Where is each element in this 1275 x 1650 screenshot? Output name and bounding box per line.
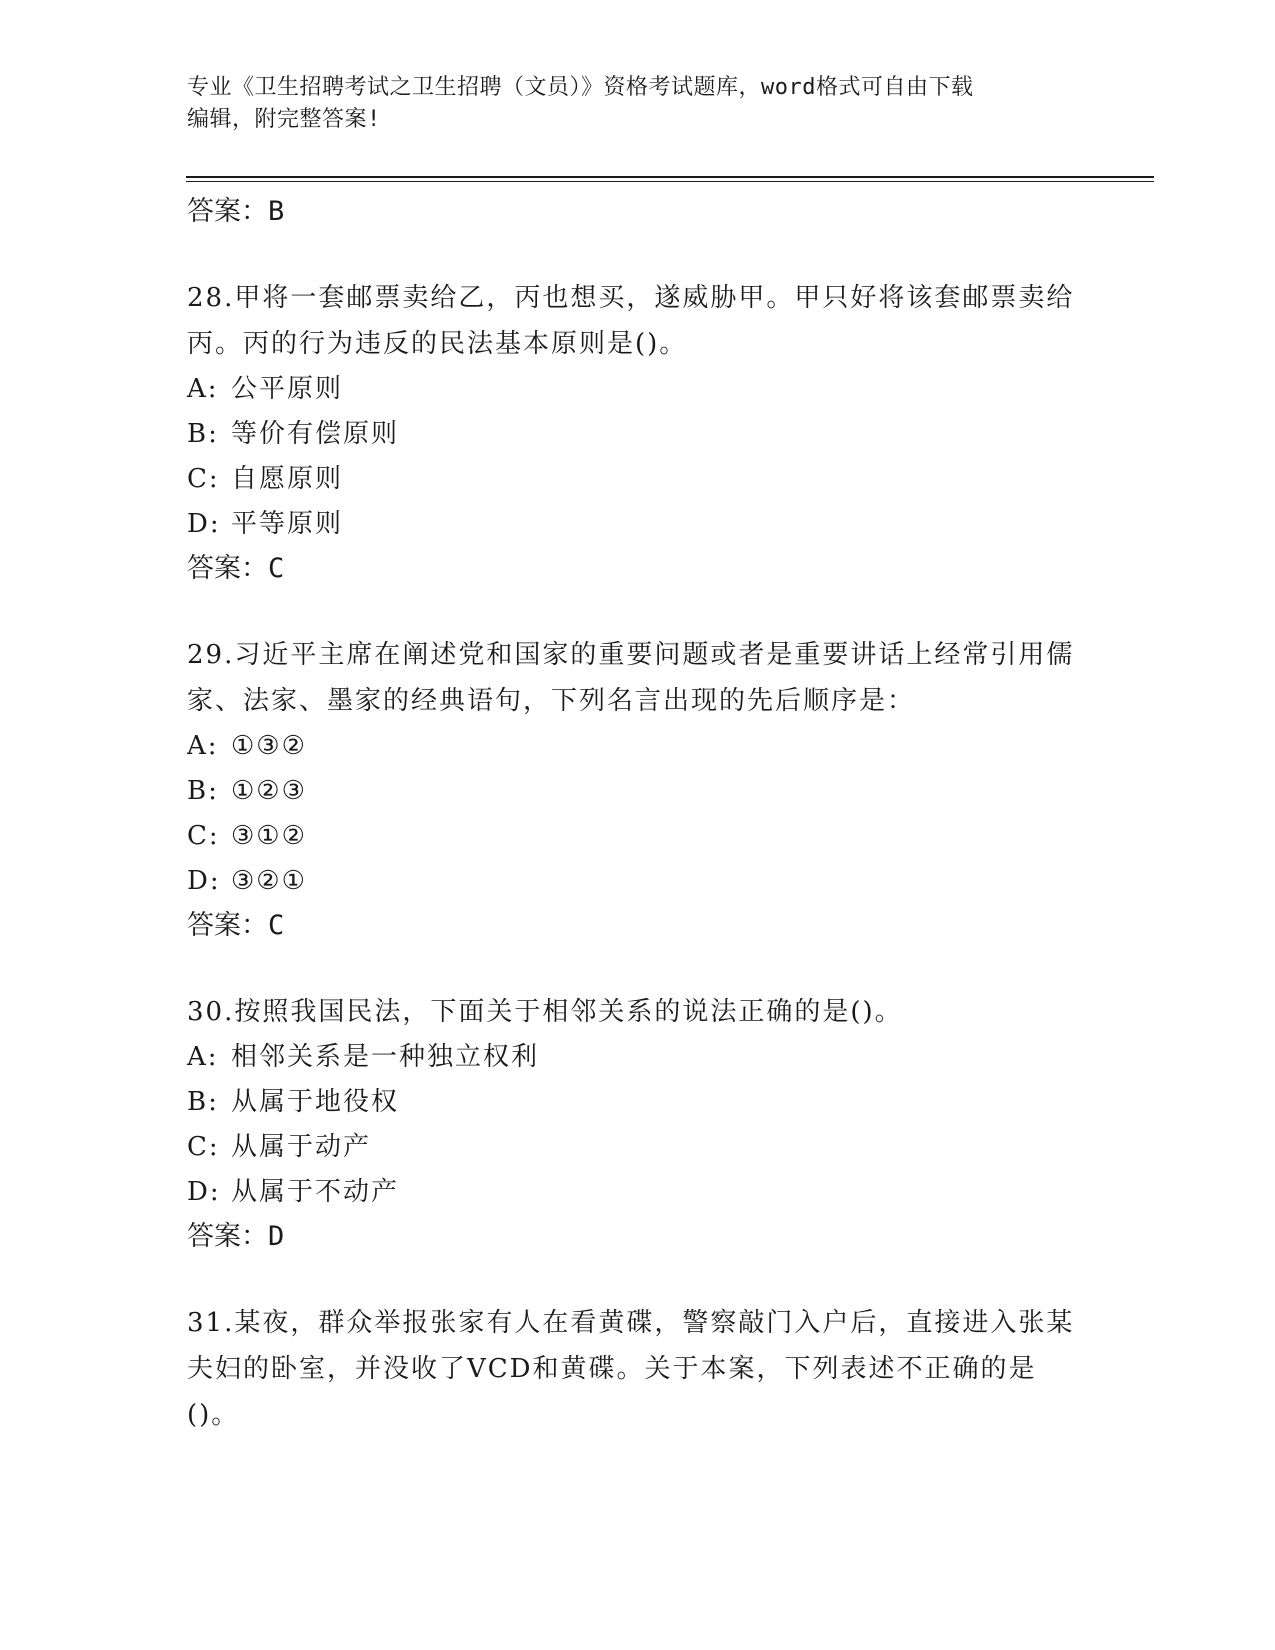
option-b xyxy=(187,412,1087,457)
option-key: B: xyxy=(187,776,219,806)
option-text: 公平原则 xyxy=(231,374,344,404)
question-30 xyxy=(187,989,1087,1259)
document-header xyxy=(187,72,1067,136)
answer-label: 答案： xyxy=(187,196,268,227)
option-a xyxy=(187,367,1087,412)
option-text: ①②③ xyxy=(231,776,307,806)
option-text: ①③② xyxy=(231,731,307,761)
question-28 xyxy=(187,275,1087,591)
answer-value: C xyxy=(268,910,285,941)
header-line-1: 专业《卫生招聘考试之卫生招聘（文员）》资格考试题库，word格式可自由下载 xyxy=(187,75,974,100)
option-text: 从属于地役权 xyxy=(231,1087,400,1117)
option-key: A: xyxy=(187,731,219,761)
answer-value: C xyxy=(268,553,285,584)
option-a xyxy=(187,1035,1087,1080)
answer-label: 答案： xyxy=(187,1221,268,1252)
option-text: 从属于不动产 xyxy=(231,1177,400,1207)
header-rule-thick xyxy=(186,176,1154,178)
option-key: D: xyxy=(187,866,221,896)
answer-label: 答案： xyxy=(187,910,268,941)
answer-label: 答案： xyxy=(187,553,268,584)
option-key: A: xyxy=(187,374,219,404)
header-rule-thin xyxy=(186,181,1154,182)
option-a xyxy=(187,724,1087,769)
option-key: D: xyxy=(187,509,221,539)
question-text: 28.甲将一套邮票卖给乙，丙也想买，遂威胁甲。甲只好将该套邮票卖给丙。丙的行为违反的民法基本原则是()。 xyxy=(187,283,1075,359)
header-line-2: 编辑，附完整答案! xyxy=(187,107,381,132)
option-c xyxy=(187,457,1087,502)
answer-28 xyxy=(187,547,1087,591)
question-list xyxy=(187,190,1087,1438)
option-c xyxy=(187,814,1087,859)
option-d xyxy=(187,1170,1087,1215)
option-d xyxy=(187,859,1087,904)
answer-value: D xyxy=(268,1221,285,1252)
option-text: 平等原则 xyxy=(231,509,344,539)
question-text: 31.某夜，群众举报张家有人在看黄碟，警察敲门入户后，直接进入张某夫妇的卧室，并没收了VCD和黄碟。关于本案，下列表述不正确的是()。 xyxy=(187,1308,1075,1430)
option-text: 从属于动产 xyxy=(231,1132,372,1162)
option-key: D: xyxy=(187,1177,221,1207)
option-c xyxy=(187,1125,1087,1170)
option-key: C: xyxy=(187,821,220,851)
option-text: ③①② xyxy=(231,821,307,851)
answer-27 xyxy=(187,190,1087,234)
question-29 xyxy=(187,632,1087,948)
option-text: 自愿原则 xyxy=(231,464,344,494)
option-key: B: xyxy=(187,1087,219,1117)
option-key: A: xyxy=(187,1042,219,1072)
answer-value: B xyxy=(268,196,285,227)
option-key: C: xyxy=(187,1132,220,1162)
option-key: B: xyxy=(187,419,219,449)
question-text: 29.习近平主席在阐述党和国家的重要问题或者是重要讲话上经常引用儒家、法家、墨家的经典语句，下列名言出现的先后顺序是： xyxy=(187,640,1075,716)
question-31 xyxy=(187,1300,1087,1438)
option-key: C: xyxy=(187,464,220,494)
option-text: 相邻关系是一种独立权利 xyxy=(231,1042,540,1072)
option-b xyxy=(187,1080,1087,1125)
question-text: 30.按照我国民法，下面关于相邻关系的说法正确的是()。 xyxy=(187,997,903,1027)
answer-30 xyxy=(187,1215,1087,1259)
option-text: ③②① xyxy=(231,866,307,896)
option-d xyxy=(187,502,1087,547)
option-b xyxy=(187,769,1087,814)
option-text: 等价有偿原则 xyxy=(231,419,400,449)
answer-29 xyxy=(187,904,1087,948)
